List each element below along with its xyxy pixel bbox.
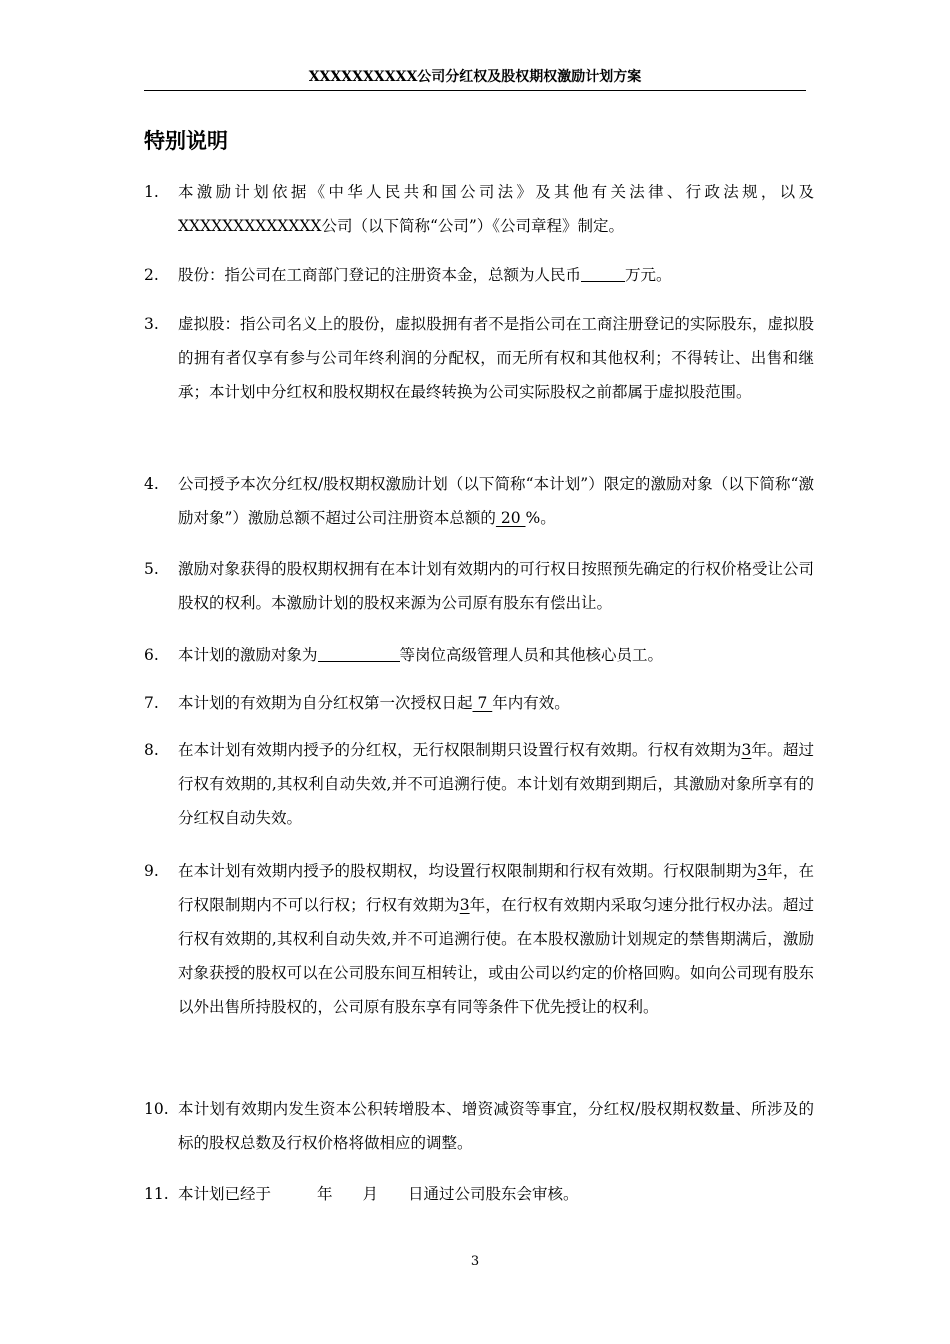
fill-blank bbox=[318, 645, 400, 662]
list-item bbox=[144, 307, 814, 409]
list-item bbox=[144, 552, 814, 620]
section-title: 特别说明 bbox=[144, 129, 228, 153]
item-text: 本计划有效期内发生资本公积转增股本、增资减资等事宜，分红权/股权期权数量、所涉及的标的股权总数及行权价格将做相应的调整。 bbox=[178, 1100, 814, 1152]
list-item bbox=[144, 175, 814, 243]
item-text: 股份：指公司在工商部门登记的注册资本金，总额为人民币 万元。 bbox=[178, 266, 672, 284]
list-item bbox=[144, 1177, 814, 1211]
item-number: 1. bbox=[144, 183, 159, 201]
item-number: 5. bbox=[144, 560, 159, 578]
item-number: 9. bbox=[144, 862, 159, 880]
underlined-value: 7 bbox=[472, 694, 493, 712]
item-text: 本计划的有效期为自分红权第一次授权日起 7 年内有效。 bbox=[178, 694, 570, 712]
item-number: 6. bbox=[144, 646, 159, 664]
item-text: 本激励计划依据《中华人民共和国公司法》及其他有关法律、行政法规，以及XXXXXXXXXXXXX公司（以下简称“公司”）《公司章程》制定。 bbox=[178, 183, 814, 235]
list-item bbox=[144, 686, 814, 720]
item-number: 7. bbox=[144, 694, 159, 712]
item-number: 11. bbox=[144, 1185, 169, 1203]
item-text: 虚拟股：指公司名义上的股份，虚拟股拥有者不是指公司在工商注册登记的实际股东，虚拟股的拥有者仅享有参与公司年终利润的分配权，而无所有权和其他权利；不得转让、出售和继承；本计划中分红权和股权期权在最终转换为公司实际股权之前都属于虚拟股范围。 bbox=[178, 315, 814, 401]
item-text: 本计划的激励对象为 等岗位高级管理人员和其他核心员工。 bbox=[178, 646, 664, 664]
list-item bbox=[144, 258, 814, 292]
item-text: 公司授予本次分红权/股权期权激励计划（以下简称“本计划”）限定的激励对象（以下简称“激励对象”）激励总额不超过公司注册资本总额的 20 %。 bbox=[178, 475, 814, 527]
fill-blank bbox=[581, 265, 625, 282]
item-text: 本计划已经于 年 月 日通过公司股东会审核。 bbox=[178, 1185, 579, 1203]
item-number: 3. bbox=[144, 315, 159, 333]
underlined-value: 3 bbox=[741, 741, 752, 759]
list-item bbox=[144, 467, 814, 535]
item-number: 10. bbox=[144, 1100, 169, 1118]
page-header: XXXXXXXXXX公司分红权及股权期权激励计划方案 bbox=[144, 66, 806, 91]
underlined-value: 20 bbox=[495, 509, 526, 527]
item-text: 在本计划有效期内授予的分红权，无行权限制期只设置行权有效期。行权有效期为3年。超过行权有效期的,其权利自动失效,并不可追溯行使。本计划有效期到期后，其激励对象所享有的分红权自动失效。 bbox=[178, 741, 814, 827]
item-number: 2. bbox=[144, 266, 159, 284]
item-number: 4. bbox=[144, 475, 159, 493]
list-item bbox=[144, 854, 814, 1024]
item-number: 8. bbox=[144, 741, 159, 759]
underlined-value: 3 bbox=[459, 896, 470, 914]
page-number: 3 bbox=[470, 1254, 480, 1269]
underlined-value: 3 bbox=[757, 862, 768, 880]
list-item bbox=[144, 733, 814, 835]
list-item bbox=[144, 638, 814, 672]
item-text: 在本计划有效期内授予的股权期权，均设置行权限制期和行权有效期。行权限制期为3年，在行权限制期内不可以行权；行权有效期为3年，在行权有效期内采取匀速分批行权办法。超过行权有效期的,其权利自动失效,并不可追溯行使。在本股权激励计划规定的禁售期满后，激励对象获授的股权可以在公司股东间互相转让，或由公司以约定的价格回购。如向公司现有股东以外出售所持股权的，公司原有股东享有同等条件下优先授让的权利。 bbox=[178, 862, 814, 1016]
list-item bbox=[144, 1092, 814, 1160]
item-text: 激励对象获得的股权期权拥有在本计划有效期内的可行权日按照预先确定的行权价格受让公司股权的权利。本激励计划的股权来源为公司原有股东有偿出让。 bbox=[178, 560, 814, 612]
